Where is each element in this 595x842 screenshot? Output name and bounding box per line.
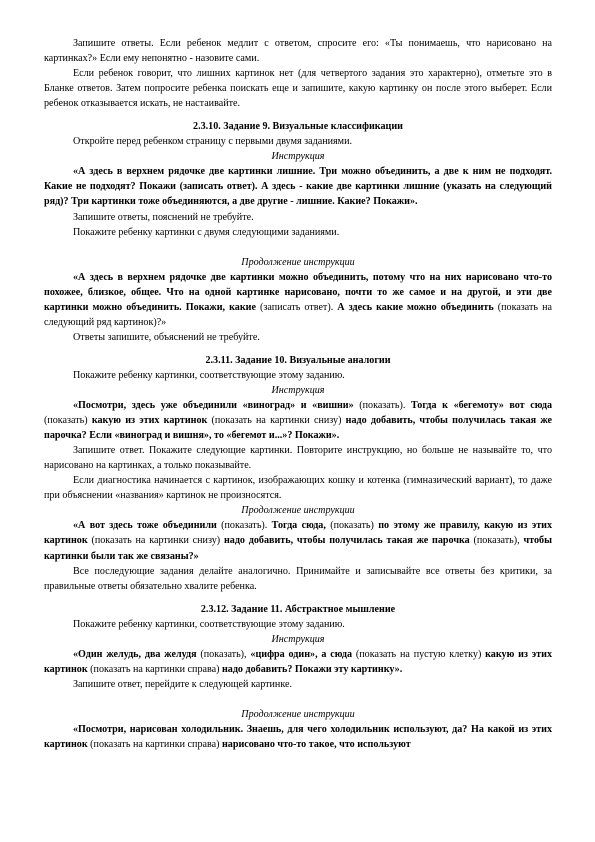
- instruction-text: «А здесь в верхнем рядочке две картинки лишние. Три можно объединить, а две к ним не подходят. Какие не подходят? Покажи (записать ответ). А здесь - какие две картинки лишние (указать на следующий ряд)? Три картинки тоже объединяются, а две другие - лишние. Какие? Покажи».: [44, 166, 552, 208]
- instruction-continuation-label: Продолжение инструкции: [241, 505, 355, 517]
- instruction-text: «А здесь в верхнем рядочке две картинки можно объединить, потому что на них нарисовано что-то похожее, близкое, общее. Что на одной картинке нарисовано, почти то же самое и на другой, и эти две картинки можно объединить. Покажи, какие (записать ответ). А здесь какие можно объединить (показать на следующий ряд картинок)?»: [44, 271, 552, 328]
- section-heading: 2.3.10. Задание 9. Визуальные классификации: [193, 121, 403, 133]
- paragraph: Запишите ответы, пояснений не требуйте.: [73, 211, 254, 223]
- paragraph: Запишите ответ, перейдите к следующей картинке.: [73, 678, 292, 690]
- paragraph: Если диагностика начинается с картинок, изображающих кошку и котенка (гимназический вариант), то даже при объяснении «названия» картинок не произносятся.: [44, 475, 552, 502]
- instruction-text: «Посмотри, здесь уже объединили «виноград» и «вишни» (показать). Тогда к «бегемоту» вот сюда (показать) какую из этих картинок (показать на картинки снизу) надо добавить, чтобы получилась такая же парочка? Если «виноград и вишня», то «бегемот и...»? Покажи».: [44, 400, 552, 442]
- instruction-label: Инструкция: [271, 151, 325, 163]
- paragraph: Все последующие задания делайте аналогично. Принимайте и записывайте все ответы без критики, за правильные ответы обязательно хвалите ребенка.: [44, 565, 552, 592]
- paragraph: Если ребенок говорит, что лишних картинок нет (для четвертого задания это характерно), отметьте это в Бланке ответов. Затем попросите ребенка поискать еще и запишите, какую картинку он после этого выберет. Если ребенок отказывается искать, не настаивайте.: [44, 68, 552, 110]
- instruction-continuation-label: Продолжение инструкции: [241, 256, 355, 268]
- paragraph: Ответы запишите, объяснений не требуйте.: [73, 331, 260, 343]
- paragraph: Покажите ребенку картинки, соответствующие этому заданию.: [73, 369, 345, 381]
- paragraph: Запишите ответ. Покажите следующие картинки. Повторите инструкцию, но больше не называйте то, что нарисовано на картинках, а только показывайте.: [44, 445, 552, 472]
- instruction-label: Инструкция: [271, 384, 325, 396]
- instruction-text: «Посмотри, нарисован холодильник. Знаешь, для чего холодильник используют, да? На какой из этих картинок (показать на картинки справа) нарисовано что-то такое, что используют: [44, 723, 552, 751]
- section-heading: 2.3.11. Задание 10. Визуальные аналогии: [205, 354, 391, 366]
- section-heading: 2.3.12. Задание 11. Абстрактное мышление: [200, 603, 396, 615]
- document-body: [44, 36, 552, 752]
- instruction-text: «А вот здесь тоже объединили (показать). Тогда сюда, (показать) по этому же правилу, какую из этих картинок (показать на картинки снизу) надо добавить, чтобы получилась такая же парочка (показать), чтобы картинки были так же связаны?»: [44, 520, 553, 562]
- paragraph: Откройте перед ребенком страницу с первыми двумя заданиями.: [73, 136, 352, 148]
- instruction-text: «Один желудь, два желудя (показать), «цифра один», а сюда (показать на пустую клетку) какую из этих картинок (показать на картинки справа) надо добавить? Покажи эту картинку».: [44, 648, 552, 675]
- paragraph: Запишите ответы. Если ребенок медлит с ответом, спросите его: «Ты понимаешь, что нарисовано на картинках?» Если ему непонятно - назовите сами.: [44, 38, 552, 65]
- instruction-continuation-label: Продолжение инструкции: [241, 708, 355, 720]
- instruction-label: Инструкция: [271, 633, 325, 645]
- paragraph: Покажите ребенку картинки, соответствующие этому заданию.: [73, 618, 345, 630]
- paragraph: Покажите ребенку картинки с двумя следующими заданиями.: [73, 226, 340, 238]
